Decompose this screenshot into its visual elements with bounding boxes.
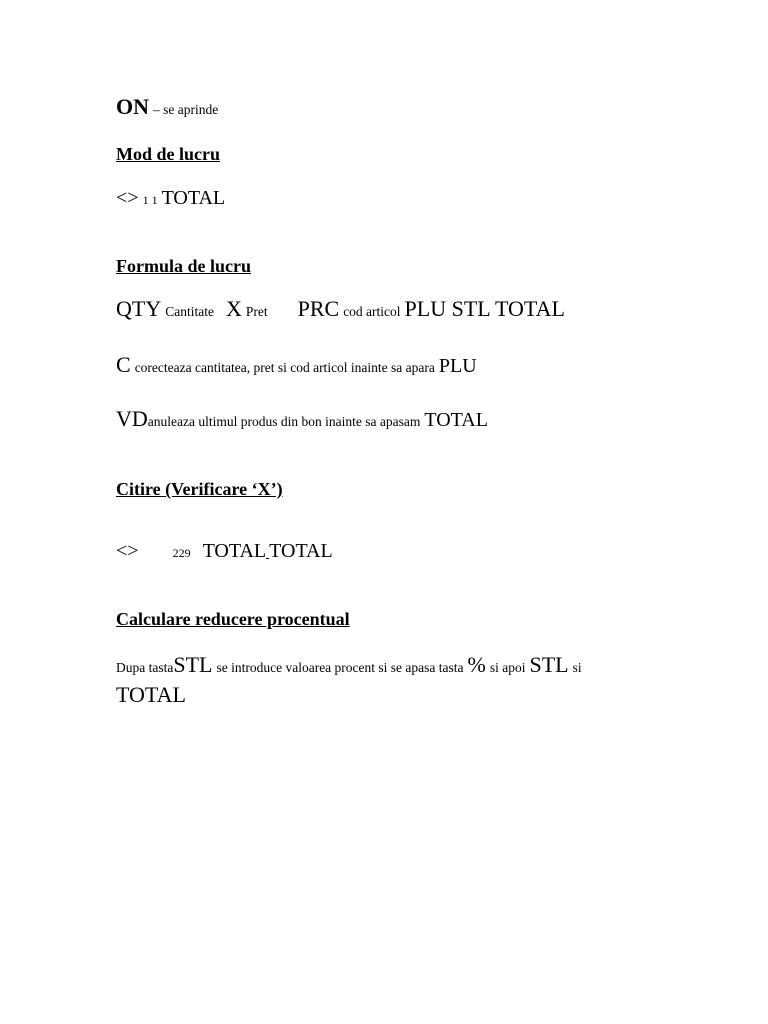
reducere-text-1: Dupa tasta [116, 660, 174, 675]
x-desc: Pret [245, 304, 268, 319]
reducere-key-stl: STL [173, 652, 213, 677]
on-line [116, 96, 218, 118]
formula-line [116, 298, 565, 320]
diamond-symbol: <> [116, 187, 139, 209]
reducere-key-total: TOTAL [116, 682, 186, 707]
on-desc: – se aprinde [153, 102, 219, 117]
mod-lucru-code: 1 1 [142, 193, 158, 207]
mod-lucru-line [116, 188, 225, 208]
citire-code: 229 [172, 546, 191, 560]
reducere-line [116, 654, 582, 676]
reducere-text-3: si apoi [489, 660, 526, 675]
correct-line [116, 354, 477, 376]
c-desc: corecteaza cantitatea, pret si cod articol inainte sa apara [134, 360, 435, 375]
x-key: X [225, 296, 242, 321]
citire-key-2: TOTAL [269, 540, 333, 562]
citire-line [116, 541, 333, 561]
citire-key-1: TOTAL [202, 540, 267, 562]
mod-lucru-key: TOTAL [161, 187, 226, 209]
reducere-key-stl-2: STL [529, 652, 569, 677]
formula-heading: Formula de lucru [116, 256, 251, 276]
formula-tail-keys: PLU STL TOTAL [404, 296, 565, 321]
reducere-text-2: se introduce valoarea procent si se apasa tasta [216, 660, 464, 675]
reducere-key-percent: % [467, 652, 486, 677]
prc-key: PRC [297, 296, 340, 321]
qty-key: QTY [116, 296, 162, 321]
on-key: ON [116, 94, 149, 119]
vd-desc: anuleaza ultimul produs din bon inainte sa apasam [147, 414, 421, 429]
citire-heading: Citire (Verificare ‘X’) [116, 479, 283, 499]
reducere-line-2 [116, 684, 186, 706]
reducere-heading: Calculare reducere procentual [116, 609, 350, 629]
c-end-key: PLU [438, 355, 477, 377]
vd-end-key: TOTAL [424, 409, 488, 431]
diamond-symbol: <> [116, 540, 139, 562]
mod-lucru-heading: Mod de lucru [116, 144, 221, 164]
prc-desc: cod articol [343, 304, 401, 319]
void-line [116, 408, 488, 430]
reducere-text-4: si [572, 660, 582, 675]
c-key: C [116, 352, 131, 377]
qty-desc: Cantitate [165, 304, 214, 319]
vd-key: VD [116, 406, 148, 431]
